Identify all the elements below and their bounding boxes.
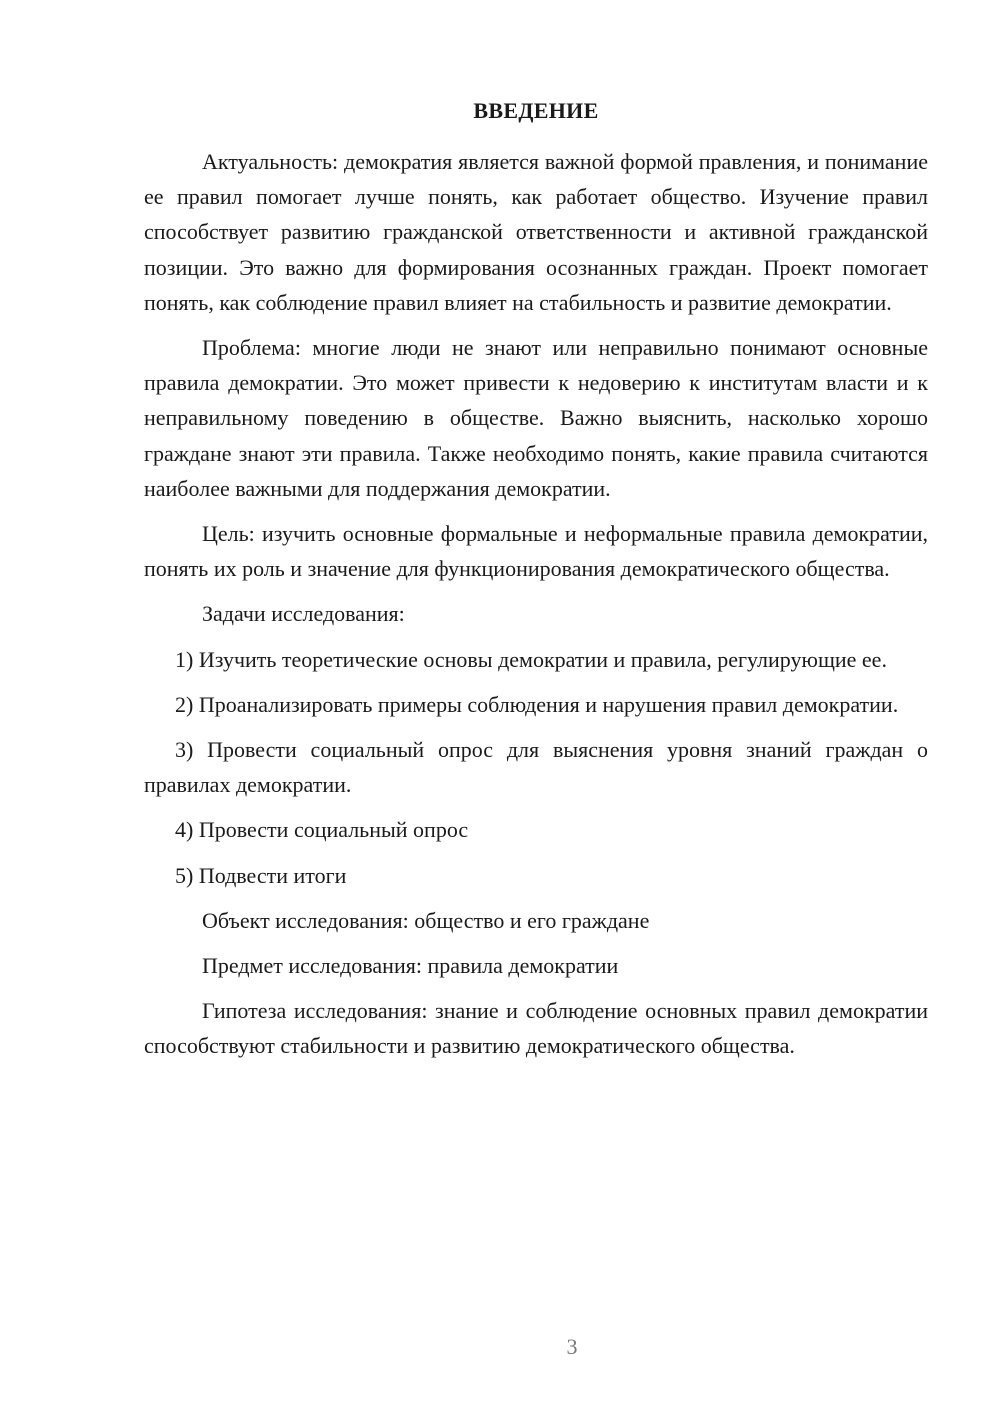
paragraph-object: Объект исследования: общество и его граждане — [202, 907, 650, 933]
task-item-5: 5) Подвести итоги — [175, 862, 347, 888]
paragraph-hypothesis: Гипотеза исследования: знание и соблюдение основных правил демократии способствуют стабильности и развитию демократического общества. — [144, 998, 928, 1059]
paragraph-relevance: Актуальность: демократия является важной формой правления, и понимание ее правил помогает лучше понять, как работает общество. Изучение правил способствует развитию гражданской ответственности и активной гражданской позиции. Это важно для формирования осознанных граждан. Проект помогает понять, как соблюдение правил влияет на стабильность и развитие демократии. — [144, 149, 928, 315]
task-item-2: 2) Проанализировать примеры соблюдения и нарушения правил демократии. — [175, 691, 899, 717]
task-item-3: 3) Провести социальный опрос для выяснения уровня знаний граждан о правилах демократии. — [144, 737, 928, 798]
task-item-1: 1) Изучить теоретические основы демократии и правила, регулирующие ее. — [175, 646, 887, 672]
page-title: ВВЕДЕНИЕ — [473, 98, 599, 123]
page-number: 3 — [566, 1334, 578, 1359]
tasks-heading: Задачи исследования: — [202, 601, 405, 627]
task-item-4: 4) Провести социальный опрос — [175, 817, 469, 843]
paragraph-problem: Проблема: многие люди не знают или неправильно понимают основные правила демократии. Это может привести к недоверию к институтам власти и к неправильному поведению в обществе. Важно выяснить, насколько хорошо граждане знают эти правила. Также необходимо понять, какие правила считаются наиболее важными для поддержания демократии. — [144, 335, 928, 501]
paragraph-subject: Предмет исследования: правила демократии — [202, 953, 619, 979]
document-body — [144, 144, 928, 1064]
paragraph-goal: Цель: изучить основные формальные и неформальные правила демократии, понять их роль и значение для функционирования демократического общества. — [144, 521, 928, 582]
